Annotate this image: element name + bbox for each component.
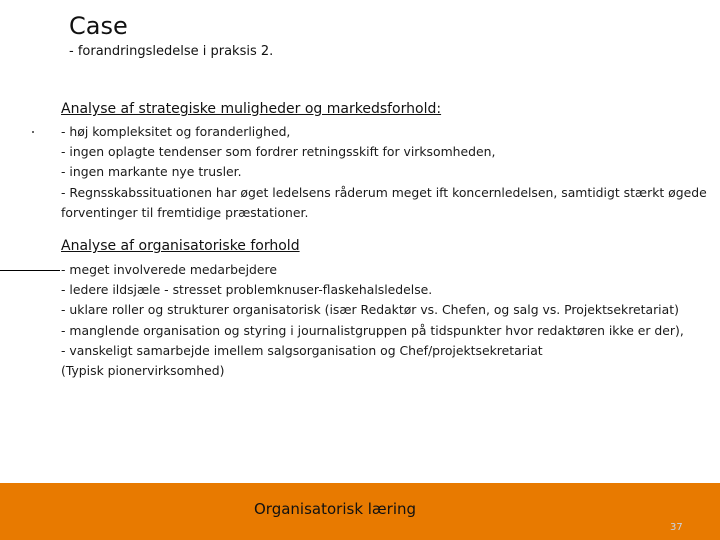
- list-item: - uklare roller og strukturer organisatorisk (især Redaktør vs. Chefen, og salg vs. Projektsekretariat): [61, 302, 679, 318]
- slide-title: Case: [69, 12, 128, 40]
- section-heading-organisation: Analyse af organisatoriske forhold: [61, 238, 300, 254]
- organisation-list: [61, 260, 711, 381]
- section-heading-strategy: Analyse af strategiske muligheder og markedsforhold:: [61, 101, 442, 117]
- list-item: - ledere ildsjæle - stresset problemknuser-flaskehalsledelse.: [61, 282, 433, 298]
- strategy-list: [61, 122, 711, 223]
- list-item: - ingen oplagte tendenser som fordrer retningsskift for virksomheden,: [61, 144, 496, 160]
- list-item: (Typisk pionervirksomhed): [61, 363, 225, 379]
- bullet-dot: [32, 131, 34, 133]
- divider-line: [0, 270, 60, 271]
- list-item: - Regnsskabssituationen har øget ledelsens råderum meget ift koncernledelsen, samtidigt stærkt øgede forventinger til fremtidige præstationer.: [61, 184, 707, 220]
- list-item: - manglende organisation og styring i journalistgruppen på tidspunkter hvor redaktøren ikke er der),: [61, 322, 684, 338]
- footer-label: Organisatorisk læring: [254, 500, 417, 518]
- page-number: 37: [670, 522, 683, 533]
- list-item: - meget involverede medarbejdere: [61, 262, 277, 277]
- list-item: - ingen markante nye trusler.: [61, 164, 242, 180]
- list-item: - høj kompleksitet og foranderlighed,: [61, 124, 291, 139]
- list-item: - vanskeligt samarbejde imellem salgsorganisation og Chef/projektsekretariat: [61, 342, 543, 358]
- slide-subtitle: - forandringsledelse i praksis 2.: [69, 44, 274, 59]
